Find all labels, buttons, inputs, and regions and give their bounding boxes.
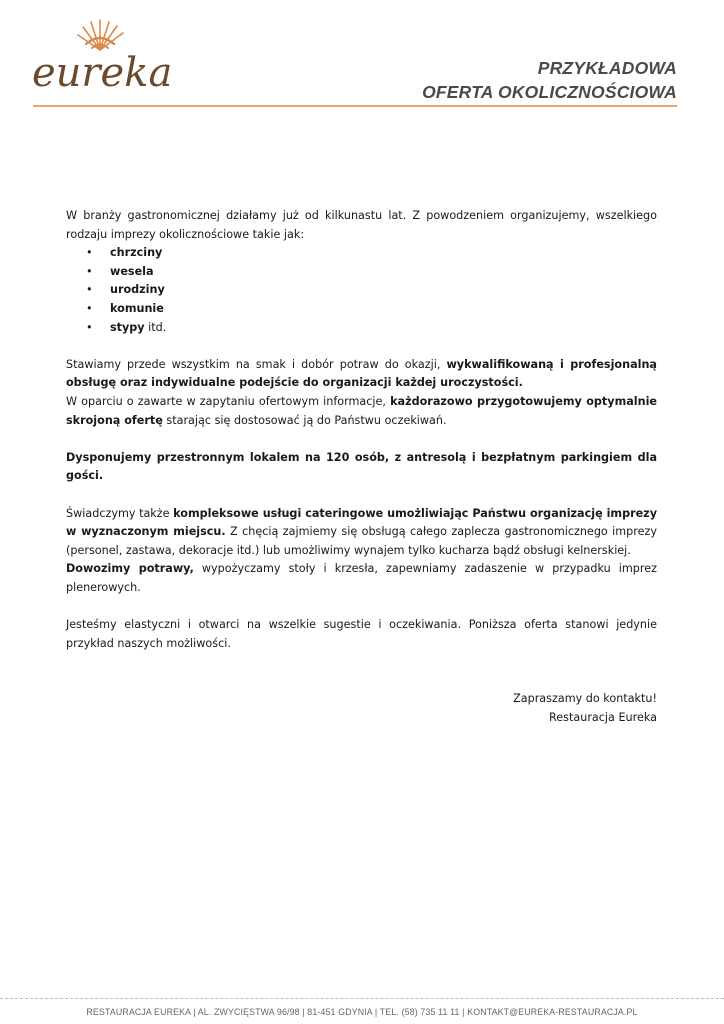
intro-paragraph: W branży gastronomicznej działamy już od kilkunastu lat. Z powodzeniem organizujemy, wszelkiego rodzaju imprezy okolicznościowe takie jak: xyxy=(66,209,657,241)
service-paragraph: Stawiamy przede wszystkim na smak i dobór potraw do okazji, wykwalifikowaną i profesjonalną obsługę oraz indywidualne podejście do organizacji każdej uroczystości. xyxy=(66,357,657,390)
list-item: • stypy itd. xyxy=(84,319,657,338)
svg-text:eureka: eureka xyxy=(32,50,173,96)
title-line-1: PRZYKŁADOWA xyxy=(537,58,677,78)
title-line-2: OFERTA OKOLICZNOŚCIOWA xyxy=(422,82,677,102)
list-item: • wesela xyxy=(84,263,657,282)
footer-contact: RESTAURACJA EUREKA | AL. ZWYCIĘSTWA 96/98 | 81-451 GDYNIA | TEL. (58) 735 11 11 | KONTAKT@EUREKA-RESTAURACJA.PL xyxy=(86,1007,638,1017)
venue-paragraph: Dysponujemy przestronnym lokalem na 120 osób, z antresolą i bezpłatnym parkingiem dla gości. xyxy=(66,450,657,483)
event-list xyxy=(66,244,657,337)
list-item: • chrzciny xyxy=(84,244,657,263)
shell-icon xyxy=(28,14,178,98)
document-title xyxy=(422,56,677,104)
document-body xyxy=(66,207,657,728)
list-item: • komunie xyxy=(84,300,657,319)
closing-line: Zapraszamy do kontaktu! xyxy=(513,692,657,706)
offer-paragraph: W oparciu o zawarte w zapytaniu ofertowym informacje, każdorazowo przygotowujemy optymalnie skrojoną ofertę starając się dostosować ją do Państwu oczekiwań. xyxy=(66,394,657,427)
header-divider xyxy=(33,105,677,107)
catering-paragraph: Świadczymy także kompleksowe usługi cateringowe umożliwiając Państwu organizację imprezy w wyznaczonym miejscu. Z chęcią zajmiemy się obsługą całego zaplecza gastronomicznego imprezy (personel, zastawa, dekoracje itd.) lub umożliwimy wynajem tylko kucharza bądź obsługi kelnerskiej. xyxy=(66,506,658,557)
footer-divider xyxy=(0,998,724,999)
signature: Restauracja Eureka xyxy=(549,711,657,725)
flexibility-paragraph: Jesteśmy elastyczni i otwarci na wszelkie sugestie i oczekiwania. Poniższa oferta stanowi jedynie przykład naszych możliwości. xyxy=(66,618,657,650)
delivery-paragraph: Dowozimy potrawy, wypożyczamy stoły i krzesła, zapewniamy zadaszenie w przypadku imprez plenerowych. xyxy=(66,562,657,594)
logo xyxy=(28,14,178,98)
list-item: • urodziny xyxy=(84,281,657,300)
